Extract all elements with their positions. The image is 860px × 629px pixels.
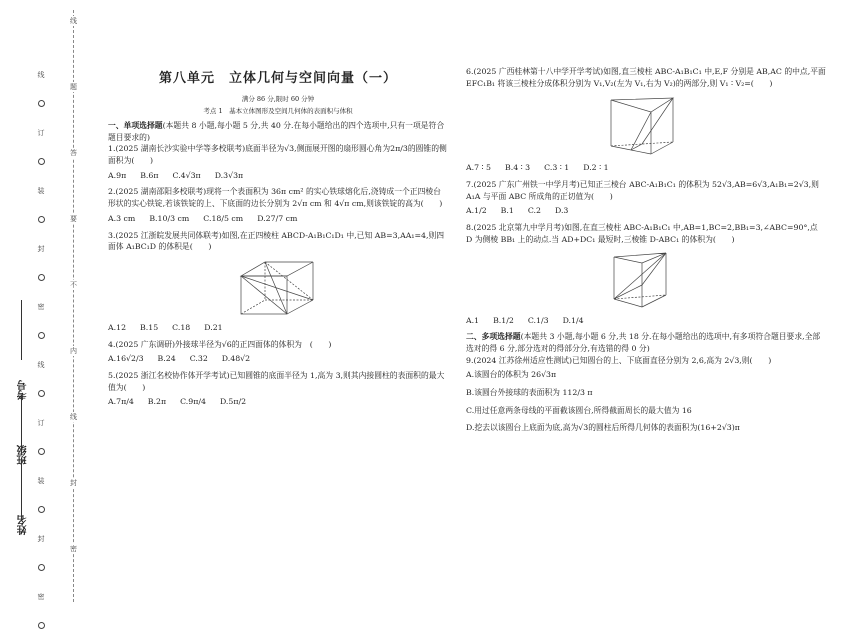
binding-hole [38, 506, 45, 513]
question-1-options [108, 170, 448, 182]
question-3: 3.(2025 江浙皖发展共同体联考)如图,在正四棱柱 ABCD-A₁B₁C₁D₁ 中,已知 AB=3,AA₁=4,则四面体 A₁BC₁D 的体积是( ) [108, 230, 445, 252]
option-d[interactable]: D.5π/2 [219, 397, 247, 407]
option-d[interactable]: D.21 [204, 322, 223, 332]
option-d[interactable]: D.48√2 [221, 354, 251, 364]
option-a[interactable]: A.7π/4 [108, 397, 134, 407]
option-b[interactable]: B.1/2 [493, 315, 514, 325]
score-info: 满分 86 分,限时 60 分钟 [241, 94, 315, 103]
option-d[interactable]: D.3√3π [214, 170, 244, 180]
option-d[interactable]: D.27/7 cm [257, 213, 298, 223]
binding-hole [38, 274, 45, 281]
margin-char: 线 [37, 361, 45, 369]
binding-hole [38, 216, 45, 223]
section-single-choice: 一、单项选择题(本题共 8 小题,每小题 5 分,共 40 分.在每小题给出的四个选项中,只有一项是符合题目要求的) [108, 121, 445, 142]
right-column [466, 66, 826, 440]
question-8: 8.(2025 北京第九中学月考)如图,在直三棱柱 ABC-A₁B₁C₁ 中,AB=1,BC=2,BB₁=3,∠ABC=90°,点 D 为侧棱 BB₁ 上的动点.当 AD+DC₁ 最短时,三棱锥 D-ABC₁ 的体积为( ) [466, 223, 818, 244]
margin-char: 答 [70, 149, 77, 157]
margin-char: 封 [37, 245, 45, 253]
margin-char: 装 [37, 477, 45, 485]
cut-line [73, 10, 74, 602]
option-a[interactable]: A.1 [466, 315, 480, 325]
margin-char: 线 [70, 17, 77, 25]
margin-char: 线 [70, 413, 77, 421]
margin-char: 要 [70, 215, 77, 223]
right-prism-figure [606, 249, 686, 311]
option-a[interactable]: A.12 [108, 322, 127, 332]
question-9: 9.(2024 江苏徐州适应性测试)已知圆台的上、下底面直径分别为 2,6,高为 2√3,则( ) [466, 355, 772, 365]
option-c[interactable]: C.3 ∶ 1 [544, 163, 570, 173]
margin-char: 封 [70, 479, 77, 487]
left-column [108, 66, 448, 413]
question-5-options [108, 396, 448, 408]
question-8-options [466, 315, 826, 327]
option-d[interactable]: D.2 ∶ 1 [583, 163, 609, 173]
triangular-prism-figure [603, 92, 689, 158]
class-label: 班级 [18, 445, 29, 465]
question-4: 4.(2025 广东调研)外接球半径为√6的正四面体的体积为 ( ) [108, 339, 332, 349]
margin-char: 密 [37, 593, 45, 601]
choice-b[interactable]: B.该圆台外接球的表面积为 112/3 π [466, 387, 593, 397]
question-7-options [466, 205, 826, 217]
margin-char: 装 [37, 187, 45, 195]
option-d[interactable]: D.3 [554, 206, 569, 216]
margin-char: 密 [37, 303, 45, 311]
option-c[interactable]: C.32 [189, 354, 208, 364]
option-b[interactable]: B.4 ∶ 3 [505, 163, 531, 173]
option-c[interactable]: C.4√3π [172, 170, 201, 180]
option-c[interactable]: C.1/3 [527, 315, 549, 325]
margin-char: 不 [70, 281, 77, 289]
option-d[interactable]: D.1/4 [562, 315, 584, 325]
page-title: 第八单元 立体几何与空间向量（一） [158, 71, 397, 86]
binding-hole [38, 390, 45, 397]
option-b[interactable]: B.1 [500, 206, 514, 216]
question-2: 2.(2025 湖南邵阳多校联考)现将一个表面积为 36π cm² 的实心铁球熔化后,浇铸成一个正四棱台形状的实心铁锭,若该铁锭的上、下底面的边长分别为 2√π cm 和 4√π cm,则该铁锭的高为( ) [108, 187, 443, 209]
id-label: 考号 [18, 380, 29, 400]
binding-hole [38, 332, 45, 339]
margin-char: 封 [37, 535, 45, 543]
question-9-choices [466, 369, 826, 434]
id-field[interactable] [21, 300, 22, 360]
margin-char: 订 [37, 129, 45, 137]
binding-hole [38, 100, 45, 107]
option-b[interactable]: B.6π [140, 170, 159, 180]
section-multi-choice: 二、多项选择题(本题共 3 小题,每小题 6 分,共 18 分.在每小题给出的选项中,有多项符合题目要求,全部选对的得 6 分,部分选对的得部分分,有选错的得 0 分) [466, 332, 821, 353]
choice-a[interactable]: A.该圆台的体积为 26√3π [466, 370, 557, 380]
option-a[interactable]: A.16√2/3 [108, 354, 144, 364]
question-1: 1.(2025 湖南长沙实验中学等多校联考)底面半径为√3,侧面展开图的扇形圆心角为2π/3的圆锥的侧面积为( ) [108, 144, 447, 166]
option-c[interactable]: C.18/5 cm [203, 213, 244, 223]
margin-char: 订 [37, 419, 45, 427]
choice-d[interactable]: D.挖去以该圆台上底面为底,高为√3的圆柱后所得几何体的表面积为(16+2√3)π [466, 423, 740, 433]
question-7: 7.(2025 广东广州铁一中学月考)已知正三棱台 ABC-A₁B₁C₁ 的体积为 52√3,AB=6√3,A₁B₁=2√3,则 A₁A 与平面 ABC 所成角的正切值为( ) [466, 180, 819, 201]
class-field[interactable] [21, 395, 22, 455]
margin-char: 题 [70, 83, 77, 91]
option-a[interactable]: A.1/2 [466, 206, 487, 216]
binding-hole [38, 564, 45, 571]
option-b[interactable]: B.10/3 cm [149, 213, 190, 223]
option-a[interactable]: A.3 cm [108, 213, 136, 223]
option-b[interactable]: B.15 [140, 322, 159, 332]
name-label: 姓名 [18, 515, 29, 535]
question-3-options [108, 322, 448, 334]
option-c[interactable]: C.9π/4 [180, 397, 206, 407]
choice-c[interactable]: C.用过任意两条母线的平面截该圆台,所得截面周长的最大值为 16 [466, 405, 692, 415]
binding-hole [38, 158, 45, 165]
option-c[interactable]: C.2 [527, 206, 541, 216]
margin-char: 线 [37, 71, 45, 79]
option-a[interactable]: A.9π [108, 170, 127, 180]
option-b[interactable]: B.2π [147, 397, 167, 407]
prism-figure [235, 256, 321, 318]
name-field[interactable] [21, 460, 22, 520]
topic-heading: 考点 1 基本立体图形及空间几何体的表面积与体积 [203, 107, 353, 116]
binding-hole [38, 622, 45, 629]
question-5: 5.(2025 浙江名校协作体开学考试)已知圆锥的底面半径为 1,高为 3,则其内接圆柱的表面积的最大值为( ) [108, 370, 445, 392]
binding-hole [38, 448, 45, 455]
question-2-options [108, 213, 448, 225]
question-4-options [108, 353, 448, 365]
option-b[interactable]: B.24 [157, 354, 176, 364]
question-6: 6.(2025 广西桂林第十八中学开学考试)如图,直三棱柱 ABC-A₁B₁C₁ 中,E,F 分别是 AB,AC 的中点,平面 EFC₁B₁ 将该三棱柱分成体积分别为 V₁,V₂(左为 V₁,右为 V₂)的两部分,则 V₁ ∶ V₂=( ) [466, 67, 826, 88]
binding-margin [0, 0, 105, 608]
margin-char: 密 [70, 545, 77, 553]
question-6-options [466, 162, 826, 174]
option-c[interactable]: C.18 [172, 322, 191, 332]
margin-char: 内 [70, 347, 77, 355]
option-a[interactable]: A.7 ∶ 5 [466, 163, 492, 173]
